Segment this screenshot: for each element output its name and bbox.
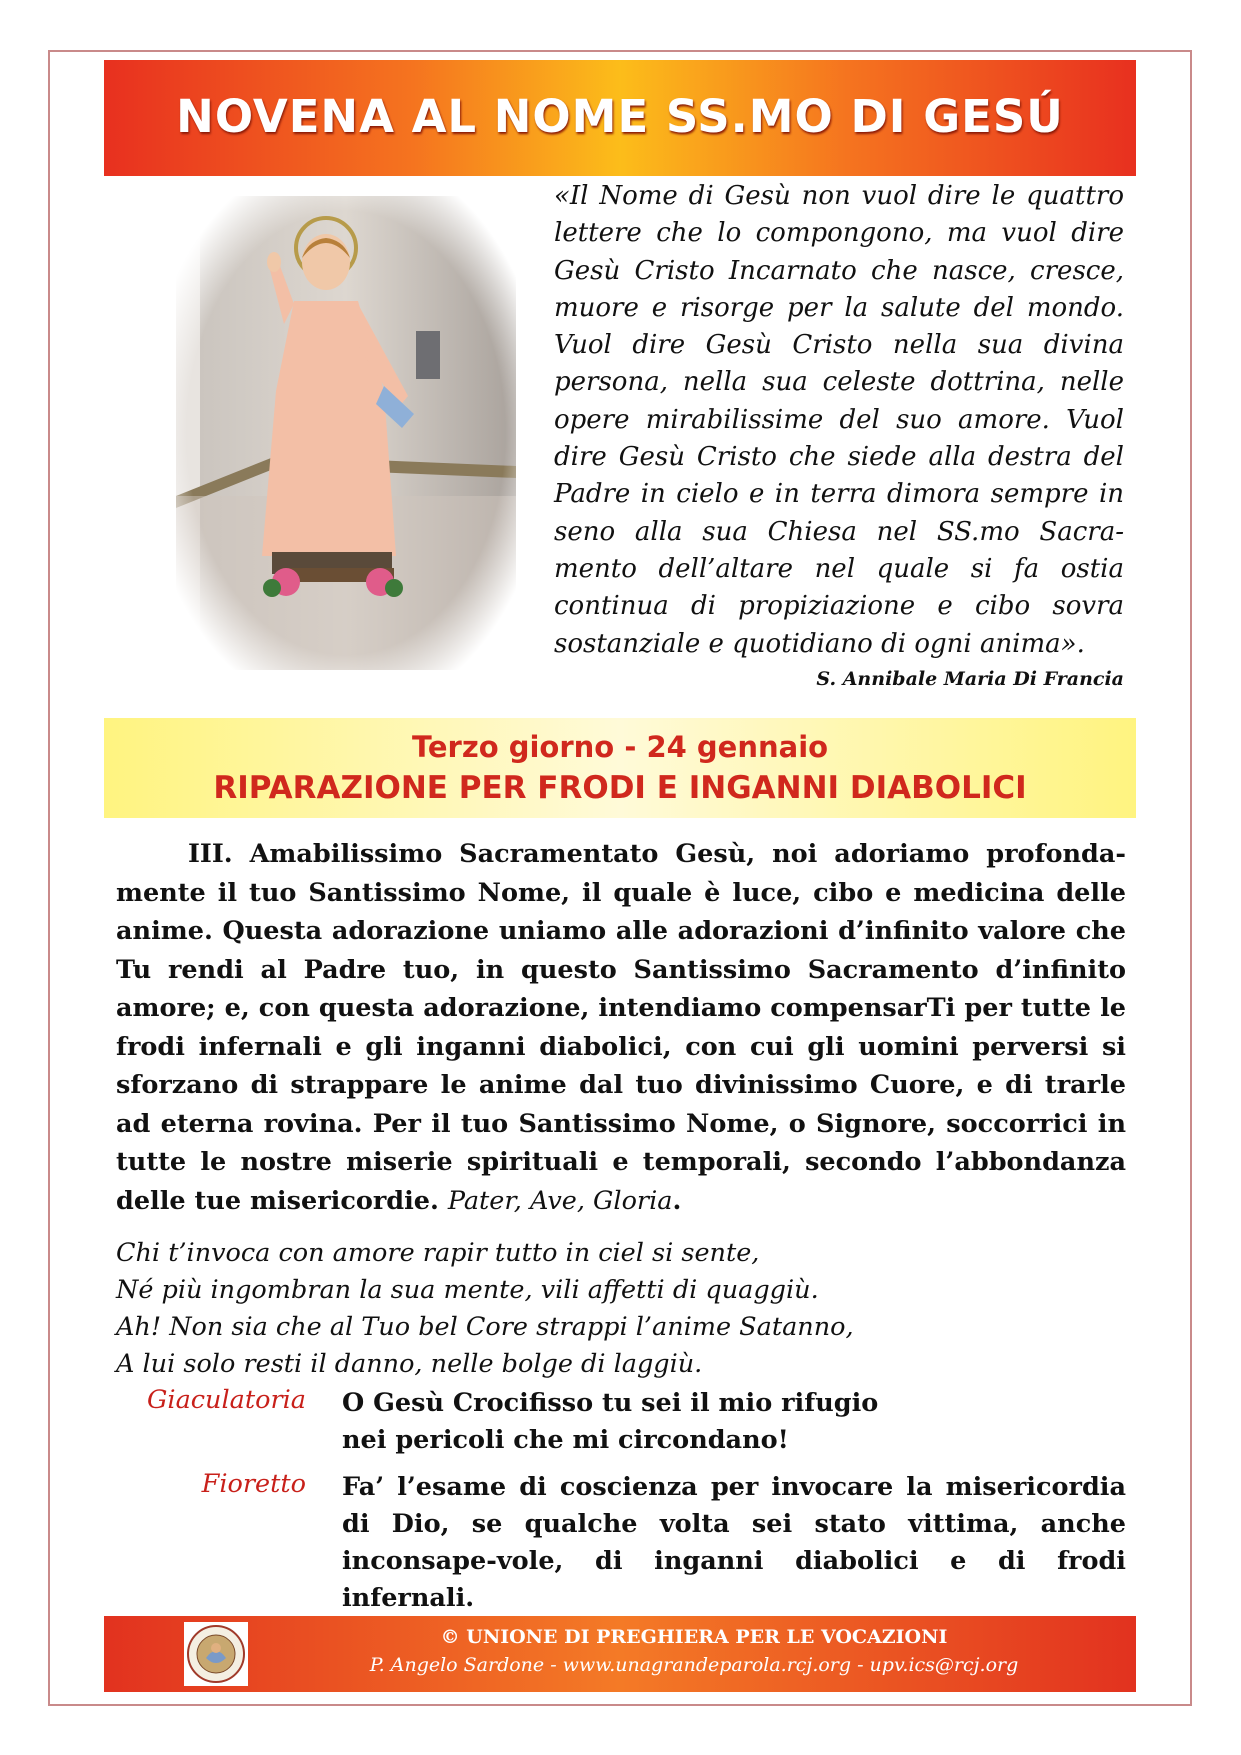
prayer-closing: Pater, Ave, Gloria xyxy=(447,1185,673,1216)
organization-logo xyxy=(184,1622,248,1686)
giaculatoria-text xyxy=(342,1385,1126,1459)
prayer-paragraph: III. Amabilissimo Sacramentato Gesù, noi adoriamo profonda-mente il tuo Santissimo Nome, il quale è luce, cibo e medicina delle anime. Questa adorazione uniamo alle adorazioni d’infinito valore che Tu rendi al Padre tuo, in questo Santissimo Sacramento d’infinito amore; e, con questa adorazione, intendiamo compensarTi per tutte le frodi infernali e gli inganni diabolici, con cui gli uomini perversi si sforzano di strappare le anime dal tuo divinissimo Cuore, e di trarle ad eterna rovina. Per il tuo Santissimo Nome, o Signore, soccorrici in tutte le nostre miserie spirituali e temporali, secondo l’abbondanza delle tue misericordie. Pater, Ave, Gloria. xyxy=(116,839,1126,1216)
day-subtitle: RIPARAZIONE PER FRODI E INGANNI DIABOLICI xyxy=(213,770,1027,806)
footer-banner xyxy=(104,1616,1136,1692)
verse-line: Chi t’invoca con amore rapir tutto in ciel si sente, xyxy=(116,1238,760,1268)
title-banner xyxy=(104,60,1136,176)
page-title: NOVENA AL NOME SS.MO DI GESÚ xyxy=(176,90,1064,143)
statue-photo xyxy=(176,196,516,670)
giaculatoria-label: Giaculatoria xyxy=(147,1385,306,1415)
quote-author: S. Annibale Maria Di Francia xyxy=(816,668,1124,690)
footer-credits: P. Angelo Sardone - www.unagrandeparola.rcj.org - upv.ics@rcj.org xyxy=(369,1654,1019,1676)
footer-organization: © UNIONE DI PREGHIERA PER LE VOCAZIONI xyxy=(440,1626,948,1648)
verse-line: A lui solo resti il danno, nelle bolge di laggiù. xyxy=(116,1349,703,1379)
fioretto-label: Fioretto xyxy=(201,1469,306,1499)
verse-line: Né più ingombran la sua mente, vili affetti di quaggiù. xyxy=(116,1275,819,1305)
hymn-verses xyxy=(116,1235,1126,1383)
prayer-number: III. xyxy=(188,839,233,869)
giaculatoria-line: O Gesù Crocifisso tu sei il mio rifugio xyxy=(342,1388,879,1418)
fioretto-text: Fa’ l’esame di coscienza per invocare la misericordia di Dio, se qualche volta sei stato vittima, anche inconsape-vole, di inganni diabolici e di frodi infernali. xyxy=(342,1472,1126,1613)
quote-text: «Il Nome di Gesù non vuol dire le quattro lettere che lo compongono, ma vuol dire Gesù Cristo Incarnato che nasce, cresce, muore e risorge per la salute del mondo. Vuol dire Gesù Cristo nella sua divina persona, nella sua celeste dottrina, nelle opere mirabilissime del suo amore. Vuol dire Gesù Cristo che siede alla destra del Padre in cielo e in terra dimora sempre in seno alla sua Chiesa nel SS.mo Sacra-mento dell’altare nel quale si fa ostia continua di propiziazione e cibo sovra sostanziale e quotidiano di ogni anima». xyxy=(554,181,1124,659)
verse-line: Ah! Non sia che al Tuo bel Core strappi l’anime Satanno, xyxy=(116,1312,854,1342)
day-banner xyxy=(104,718,1136,818)
prayer-text: Amabilissimo Sacramentato Gesù, noi adoriamo profonda-mente il tuo Santissimo Nome, il quale è luce, cibo e medicina delle anime. Questa adorazione uniamo alle adorazioni d’infinito valore che Tu rendi al Padre tuo, in questo Santissimo Sacramento d’infinito amore; e, con questa adorazione, intendiamo compensarTi per tutte le frodi infernali e gli inganni diabolici, con cui gli uomini perversi si sforzano di strappare le anime dal tuo divinissimo Cuore, e di trarle ad eterna rovina. Per il tuo Santissimo Nome, o Signore, soccorrici in tutte le nostre miserie spirituali e temporali, secondo l’abbondanza delle tue misericordie. xyxy=(116,839,1126,1216)
day-title: Terzo giorno - 24 gennaio xyxy=(411,730,829,764)
giaculatoria-line: nei pericoli che mi circondano! xyxy=(342,1425,789,1455)
